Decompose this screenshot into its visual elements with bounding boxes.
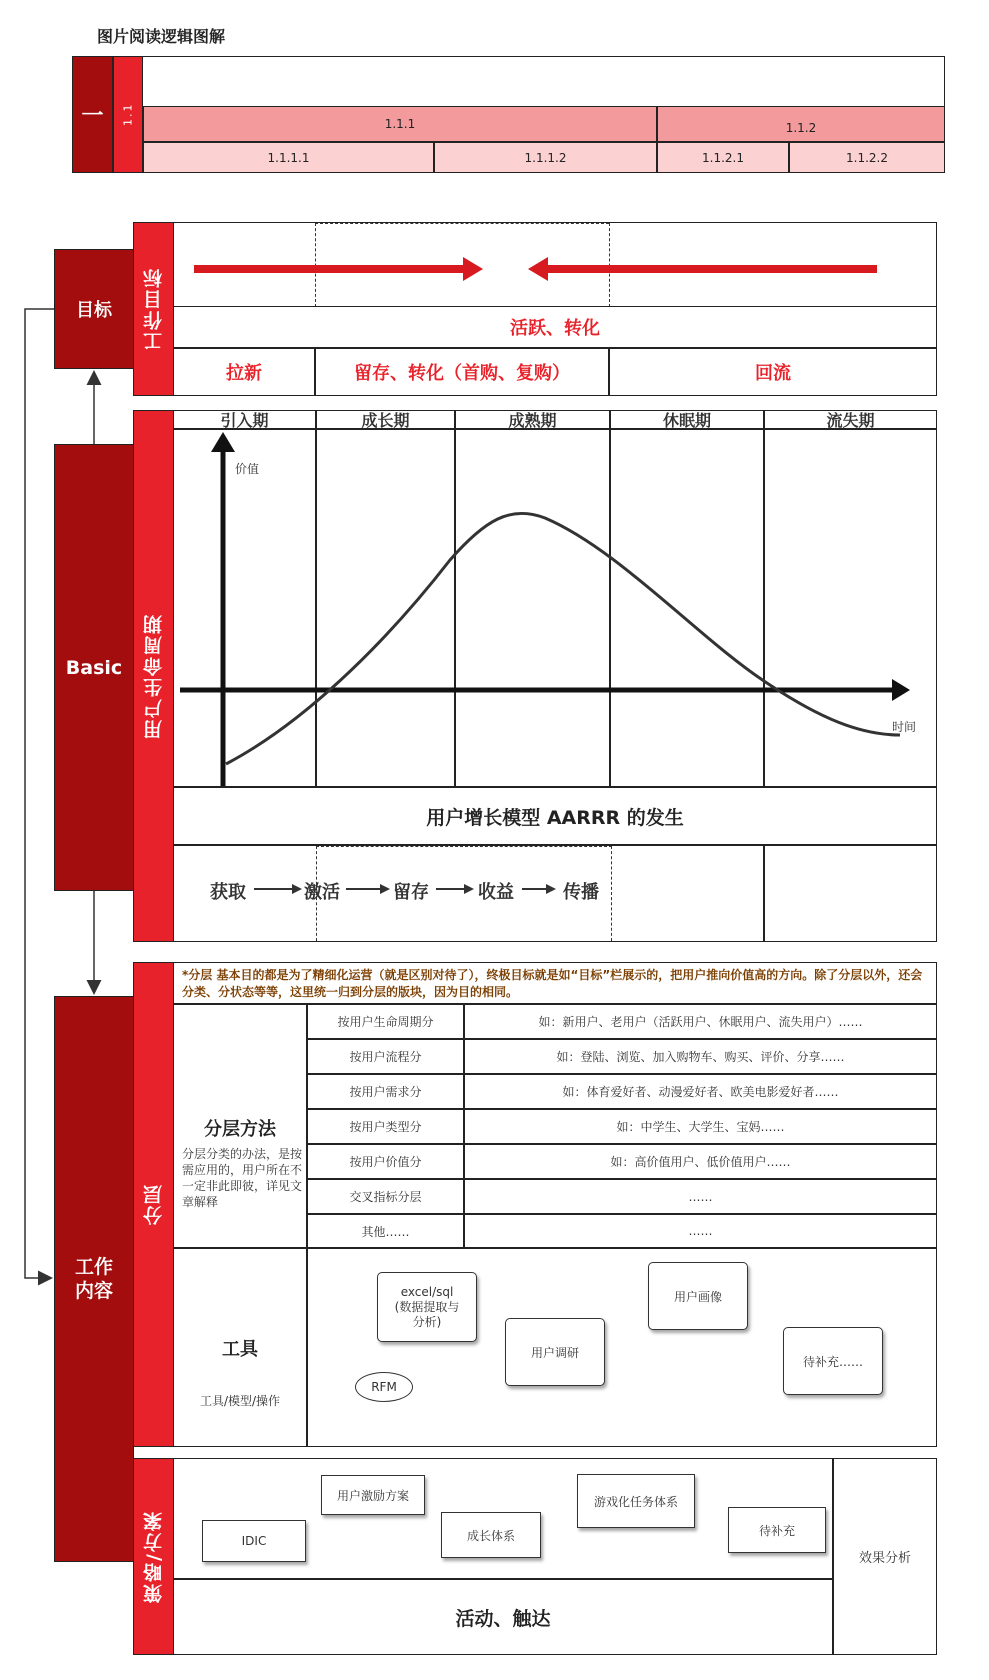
strategy-activity: 活动、触达 [173,1579,833,1655]
aarrr-title: 用户增长模型 AARRR 的发生 [173,787,937,845]
layer-row-example-5: 如：高价值用户、低价值用户…… [464,1144,937,1179]
tool-user-persona: 用户画像 [648,1262,748,1330]
phase-header-1: 引入期 [173,410,316,429]
legend-level1-1-1: 1.1.1 [143,106,657,142]
tool-user-survey: 用户调研 [505,1318,605,1386]
layer-row-name-2: 按用户流程分 [307,1039,464,1074]
strategy-gamification: 游戏化任务体系 [577,1474,695,1528]
work-goal-sub-2: 留存、转化（首购、复购） [315,348,609,396]
aarrr-step-retention: 留存 [393,882,429,903]
layer-row-example-4: 如：中学生、大学生、宝妈…… [464,1109,937,1144]
phase-header-4: 休眠期 [610,410,764,429]
layer-row-example-6: …… [464,1179,937,1214]
phase-header-5: 流失期 [764,410,937,429]
method-desc: 分层分类的办法，是按需应用的，用户所在不一定非此即彼，详见文章解释 [182,1147,303,1209]
strategy-incentive: 用户激励方案 [321,1475,425,1515]
legend-level1-1-1-2: 1.1.1.2 [434,142,657,173]
y-axis-label: 价值 [235,462,260,476]
layer-row-example-2: 如：登陆、浏览、加入购物车、购买、评价、分享…… [464,1039,937,1074]
layer-row-example-3: 如：体育爱好者、动漫爱好者、欧美电影爱好者…… [464,1074,937,1109]
section-label-lifecycle: 用户生命周期 [133,410,174,942]
section-label-work-goal: 工作目标 [133,222,174,396]
legend-level1-1-2: 1.1.2 [657,106,945,142]
layer-row-name-1: 按用户生命周期分 [307,1004,464,1039]
legend-level1: 一 [72,56,113,173]
aarrr-step-activation: 激活 [304,882,340,903]
strategy-growth: 成长体系 [441,1512,541,1558]
aarrr-step-acquisition: 获取 [210,882,246,903]
legend-level1-1: 1.1 [113,56,143,173]
layer-row-example-7: …… [464,1214,937,1248]
x-axis-label: 时间 [892,720,917,734]
legend-level1-1-2-2: 1.1.2.2 [789,142,945,173]
page-title: 图片阅读逻辑图解 [97,27,226,46]
legend-level1-1-1-1: 1.1.1.1 [143,142,434,173]
layer-row-example-1: 如：新用户、老用户（活跃用户、休眠用户、流失用户）…… [464,1004,937,1039]
strategy-tbd: 待补充 [728,1507,826,1553]
legend-level1-1-2-1: 1.1.2.1 [657,142,789,173]
section-label-strategy: 策略/方案 [133,1458,174,1655]
tools-desc: 工具/模型/操作 [199,1394,281,1408]
layer-row-name-3: 按用户需求分 [307,1074,464,1109]
layer-row-name-5: 按用户价值分 [307,1144,464,1179]
work-goal-main: 活跃、转化 [173,306,937,348]
layer-row-name-4: 按用户类型分 [307,1109,464,1144]
layer-row-name-6: 交叉指标分层 [307,1179,464,1214]
work-goal-sub-1: 拉新 [173,348,315,396]
section-label-layering: 分层 [133,962,174,1447]
sidebar-work-content: 工作 内容 [54,996,134,1562]
tools-title: 工具 [222,1339,258,1360]
tool-excel-sql: excel/sql (数据提取与 分析) [377,1272,477,1342]
aarrr-step-revenue: 收益 [478,882,514,903]
tool-tbd: 待补充…… [783,1327,883,1395]
aarrr-step-referral: 传播 [563,882,599,903]
tool-rfm: RFM [355,1372,413,1402]
strategy-idic: IDIC [202,1520,306,1562]
work-goal-sub-3: 回流 [609,348,937,396]
method-title: 分层方法 [204,1119,276,1140]
sidebar-goal: 目标 [54,249,134,369]
layering-note: *分层 基本目的都是为了精细化运营（就是区别对待了），终极目标就是如“目标”栏展示的，把用户推向价值高的方向。除了分层以外，还会分类、分状态等等，这里统一归到分层的版块，因为目的相同。 [173,962,937,1004]
layer-row-name-7: 其他…… [307,1214,464,1248]
phase-header-3: 成熟期 [455,410,610,429]
strategy-effect: 效果分析 [833,1458,937,1655]
sidebar-basic: Basic [54,444,134,891]
phase-header-2: 成长期 [316,410,455,429]
